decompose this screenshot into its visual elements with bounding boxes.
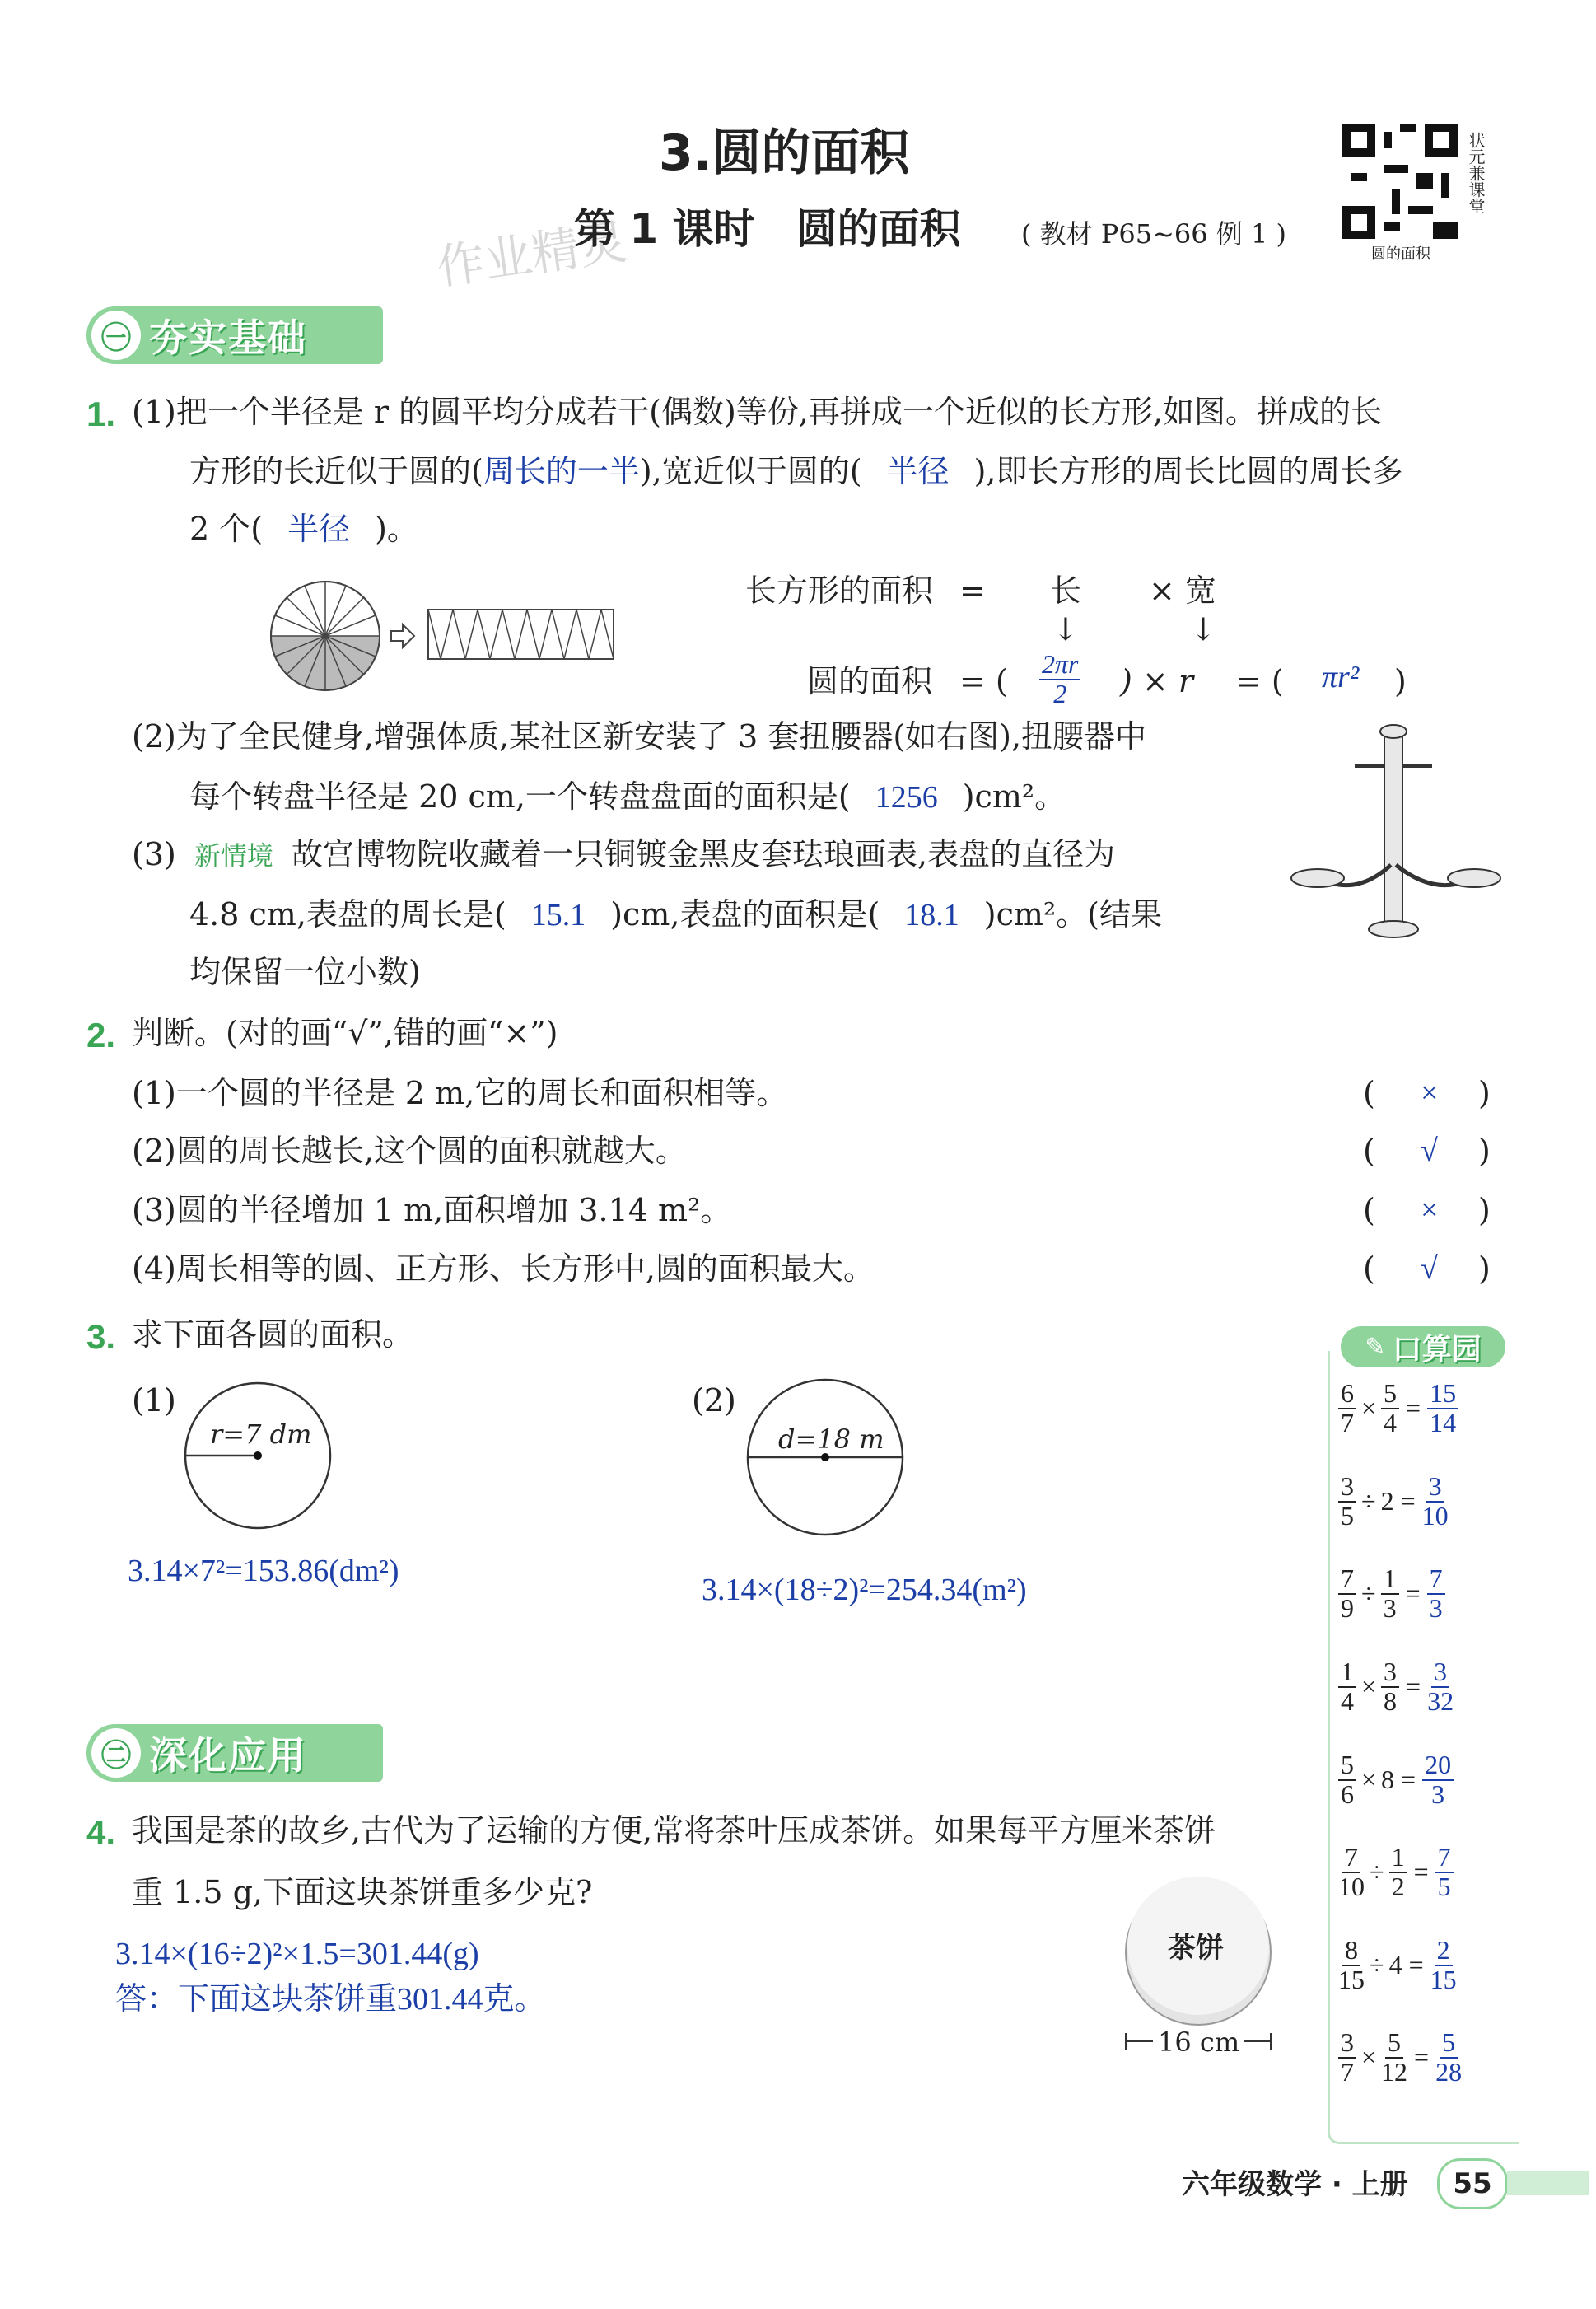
circle-2-label: (2) bbox=[692, 1382, 736, 1419]
equals-open: = ( bbox=[959, 663, 1008, 699]
oral-arithmetic-answer[interactable]: $\frac{5}{28}$ bbox=[1435, 2027, 1463, 2087]
tea-cake-label: 茶饼 bbox=[1168, 1932, 1224, 1965]
q1-part3-line2: 4.8 cm,表盘的周长是( 15.1 )cm,表盘的面积是( 18.1 )cm²。(结果 bbox=[189, 896, 1162, 932]
watermark: 作业精灵 bbox=[433, 213, 631, 296]
question-number: 4. bbox=[86, 1813, 116, 1852]
section-title: 3.圆的面积 bbox=[659, 124, 910, 182]
waist-twister-figure bbox=[1281, 717, 1511, 947]
q2-prompt: 判断。(对的画“√”,错的画“×”) bbox=[132, 1015, 558, 1051]
qr-side-label: 状元兼课堂 bbox=[1466, 132, 1486, 214]
oral-arithmetic-item: $\frac{8}{15}$ ÷ 4 = $\frac{2}{15}$ bbox=[1338, 1935, 1457, 1994]
section-banner-basic bbox=[86, 306, 383, 364]
tea-cake-dimension: 16 cm bbox=[1153, 2026, 1244, 2058]
oral-arithmetic-item: $\frac{7}{10}$ ÷ $\frac{1}{2}$ = $\frac{7}{5}$ bbox=[1338, 1844, 1454, 1900]
equals-open: = ( bbox=[1235, 663, 1284, 699]
length-label: 长 bbox=[1050, 573, 1082, 609]
q1-part1-line2: 方形的长近似于圆的(周长的一半),宽近似于圆的( 半径 ),即长方形的周长比圆的周长多 bbox=[189, 453, 1403, 489]
pencil-icon: ✎ bbox=[1365, 1332, 1386, 1362]
answer-formula[interactable]: πr² bbox=[1322, 660, 1360, 694]
oral-arithmetic-item: $\frac{6}{7}$ × $\frac{5}{4}$ = $\frac{15}{14}$ bbox=[1338, 1380, 1458, 1437]
q4-answer-formula[interactable]: 3.14×(16÷2)²×1.5=301.44(g) bbox=[115, 1937, 479, 1971]
oral-arithmetic-item: $\frac{3}{7}$ × $\frac{5}{12}$ = $\frac{5}{28}$ bbox=[1338, 2029, 1462, 2086]
answer-mark[interactable]: × bbox=[1421, 1076, 1439, 1110]
footer-book-title: 六年级数学 · 上册 bbox=[1182, 2168, 1408, 2201]
oral-arithmetic-answer[interactable]: $\frac{3}{10}$ bbox=[1421, 1471, 1449, 1531]
qr-code[interactable] bbox=[1342, 124, 1458, 239]
lesson-reference: ( 教材 P65~66 例 1 ) bbox=[1021, 218, 1286, 250]
q1-part2-line1: (2)为了全民健身,增强体质,某社区新安装了 3 套扭腰器(如右图),扭腰器中 bbox=[132, 718, 1147, 755]
q1-part3-line3: 均保留一位小数) bbox=[189, 954, 421, 990]
page-number: 55 bbox=[1437, 2158, 1508, 2209]
q1-part1-line3: 2 个( 半径 )。 bbox=[189, 511, 418, 547]
oral-arithmetic-header bbox=[1341, 1326, 1505, 1367]
answer-mark[interactable]: √ bbox=[1421, 1251, 1438, 1286]
oral-arithmetic-title: 口算园 bbox=[1392, 1332, 1482, 1367]
circle-to-rectangle-figure bbox=[268, 577, 622, 700]
q3-prompt: 求下面各圆的面积。 bbox=[132, 1316, 414, 1353]
circle-1-answer[interactable]: 3.14×7²=153.86(dm²) bbox=[128, 1554, 399, 1588]
times-r: ) × r bbox=[1120, 663, 1193, 699]
q4-line2: 重 1.5 g,下面这块茶饼重多少克? bbox=[132, 1874, 593, 1910]
close-paren: ) bbox=[1394, 663, 1407, 699]
section-label: 深化应用 bbox=[149, 1733, 307, 1778]
section-badge: ㊁ bbox=[91, 1728, 141, 1778]
question-number: 2. bbox=[86, 1016, 116, 1054]
answer-p3-circumference[interactable]: 15.1 bbox=[530, 898, 586, 932]
answer-mark[interactable]: √ bbox=[1421, 1133, 1438, 1168]
answer-extra[interactable]: 半径 bbox=[287, 512, 351, 547]
oral-arithmetic-answer[interactable]: $\frac{2}{15}$ bbox=[1430, 1935, 1457, 1994]
question-number: 3. bbox=[86, 1317, 116, 1356]
arrow-down-icon: ↓ bbox=[1052, 611, 1079, 647]
new-context-tag: 新情境 bbox=[194, 840, 273, 872]
section-banner-applied bbox=[86, 1724, 383, 1782]
oral-arithmetic-answer[interactable]: $\frac{7}{3}$ bbox=[1427, 1565, 1445, 1622]
circle-1-label: (1) bbox=[132, 1382, 176, 1419]
oral-arithmetic-item: $\frac{7}{9}$ ÷ $\frac{1}{3}$ = $\frac{7}{3}$ bbox=[1338, 1565, 1445, 1622]
oral-arithmetic-item: $\frac{1}{4}$ × $\frac{3}{8}$ = $\frac{3}{32}$ bbox=[1338, 1658, 1454, 1715]
circle-1-dimension: r=7 dm bbox=[210, 1419, 312, 1450]
q4-answer-sentence[interactable]: 答：下面这块茶饼重301.44克。 bbox=[115, 1982, 546, 2017]
width-label: × 宽 bbox=[1149, 573, 1216, 609]
answer-p2[interactable]: 1256 bbox=[875, 780, 938, 815]
answer-length[interactable]: 周长的一半 bbox=[483, 455, 640, 489]
qr-caption: 圆的面积 bbox=[1371, 245, 1430, 263]
circle-area-label: 圆的面积 bbox=[807, 663, 933, 699]
equals-sign: = bbox=[959, 573, 986, 609]
oral-arithmetic-answer[interactable]: $\frac{15}{14}$ bbox=[1427, 1380, 1458, 1437]
footer-decoration bbox=[1507, 2171, 1589, 2195]
lesson-title: 第 1 课时 圆的面积 bbox=[574, 205, 961, 253]
circle-2-figure bbox=[745, 1377, 905, 1537]
arrow-down-icon: ↓ bbox=[1190, 611, 1216, 647]
oral-arithmetic-answer[interactable]: $\frac{20}{3}$ bbox=[1422, 1751, 1454, 1808]
circle-2-dimension: d=18 m bbox=[778, 1423, 884, 1455]
oral-arithmetic-item: $\frac{5}{6}$ × 8 = $\frac{20}{3}$ bbox=[1338, 1751, 1454, 1808]
section-badge: ㊀ bbox=[91, 311, 141, 360]
section-label: 夯实基础 bbox=[149, 316, 307, 360]
circle-1-figure bbox=[183, 1381, 333, 1531]
q4-line1: 我国是茶的故乡,古代为了运输的方便,常将茶叶压成茶饼。如果每平方厘米茶饼 bbox=[132, 1812, 1216, 1849]
oral-arithmetic-panel bbox=[1328, 1351, 1519, 2144]
oral-arithmetic-item: $\frac{3}{5}$ ÷ 2 = $\frac{3}{10}$ bbox=[1338, 1473, 1449, 1530]
answer-mark[interactable]: × bbox=[1421, 1193, 1439, 1227]
answer-p3-area[interactable]: 18.1 bbox=[904, 898, 959, 932]
oral-arithmetic-answer[interactable]: $\frac{7}{5}$ bbox=[1435, 1844, 1454, 1900]
circle-2-answer[interactable]: 3.14×(18÷2)²=254.34(m²) bbox=[702, 1573, 1027, 1607]
question-number: 1. bbox=[86, 395, 116, 433]
q1-part2-line2: 每个转盘半径是 20 cm,一个转盘盘面的面积是( 1256 )cm²。 bbox=[189, 778, 1066, 815]
q1-part3-line1: (3) 新情境 故宫博物院收藏着一只铜镀金黑皮套珐琅画表,表盘的直径为 bbox=[132, 836, 1116, 872]
answer-width[interactable]: 半径 bbox=[886, 455, 950, 489]
rect-area-label: 长方形的面积 bbox=[745, 573, 934, 609]
oral-arithmetic-answer[interactable]: $\frac{3}{32}$ bbox=[1427, 1657, 1454, 1716]
answer-fraction[interactable]: $\frac{2\pi r}{2}$ bbox=[1039, 651, 1080, 708]
q1-part1-line1: (1)把一个半径是 r 的圆平均分成若干(偶数)等份,再拼成一个近似的长方形,如图。拼成的长 bbox=[132, 394, 1382, 430]
